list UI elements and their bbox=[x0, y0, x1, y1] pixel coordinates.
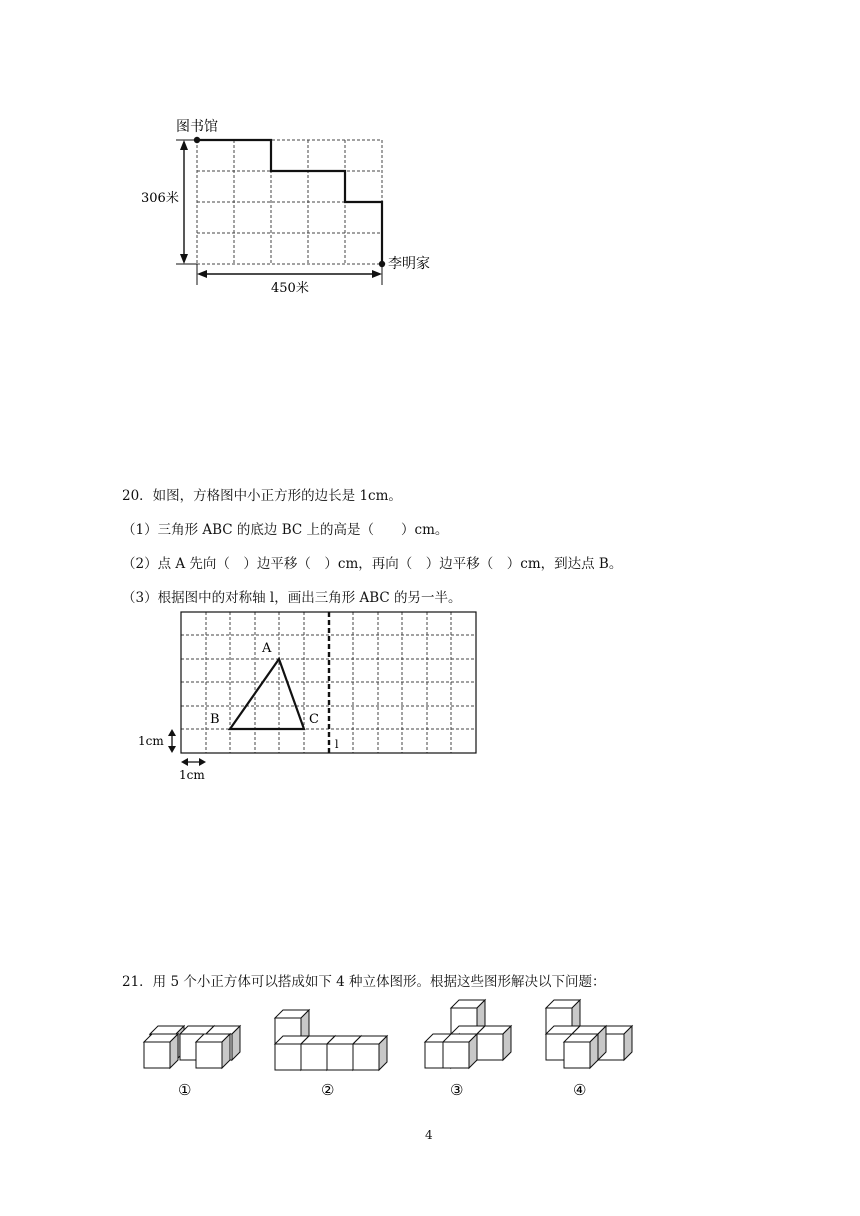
triangle-grid bbox=[181, 612, 476, 753]
vertical-dimension-label: 306米 bbox=[141, 191, 179, 206]
q20-title: 20．如图，方格图中小正方形的边长是 1cm。 bbox=[122, 488, 402, 504]
shape-label-2: ② bbox=[321, 1081, 335, 1099]
cube-shape-1 bbox=[144, 1026, 240, 1068]
axis-label: l bbox=[335, 738, 339, 751]
triangle-abc bbox=[230, 659, 304, 729]
cube-shape-4 bbox=[546, 1000, 632, 1068]
q21-title: 21．用 5 个小正方体可以搭成如下 4 种立体图形。根据这些图形解决以下问题： bbox=[122, 974, 606, 990]
page-number: 4 bbox=[425, 1128, 433, 1142]
route-map-figure bbox=[130, 110, 450, 300]
q20-part1: （1）三角形 ABC 的底边 BC 上的高是（ ）cm。 bbox=[122, 522, 449, 538]
unit-vertical-label: 1cm bbox=[138, 734, 164, 748]
vertex-a-label: A bbox=[262, 641, 272, 656]
cube-shape-2 bbox=[275, 1010, 387, 1070]
horizontal-dimension-label: 450米 bbox=[271, 281, 309, 296]
unit-horizontal-label: 1cm bbox=[179, 768, 205, 782]
vertex-c-label: C bbox=[309, 712, 319, 727]
library-label: 图书馆 bbox=[176, 119, 218, 135]
triangle-grid-figure bbox=[130, 605, 490, 785]
q20-part2: （2）点 A 先向（ ）边平移（ ）cm，再向（ ）边平移（ ）cm，到达点 B。 bbox=[122, 556, 623, 572]
vertex-b-label: B bbox=[210, 712, 220, 727]
shape-label-1: ① bbox=[178, 1081, 192, 1099]
q20-part3: （3）根据图中的对称轴 l，画出三角形 ABC 的另一半。 bbox=[122, 590, 462, 606]
shape-label-3: ③ bbox=[450, 1081, 464, 1099]
cube-shapes-figure bbox=[130, 990, 650, 1100]
cube-shape-3 bbox=[425, 1000, 511, 1068]
home-label: 李明家 bbox=[388, 256, 430, 272]
shape-label-4: ④ bbox=[573, 1081, 587, 1099]
